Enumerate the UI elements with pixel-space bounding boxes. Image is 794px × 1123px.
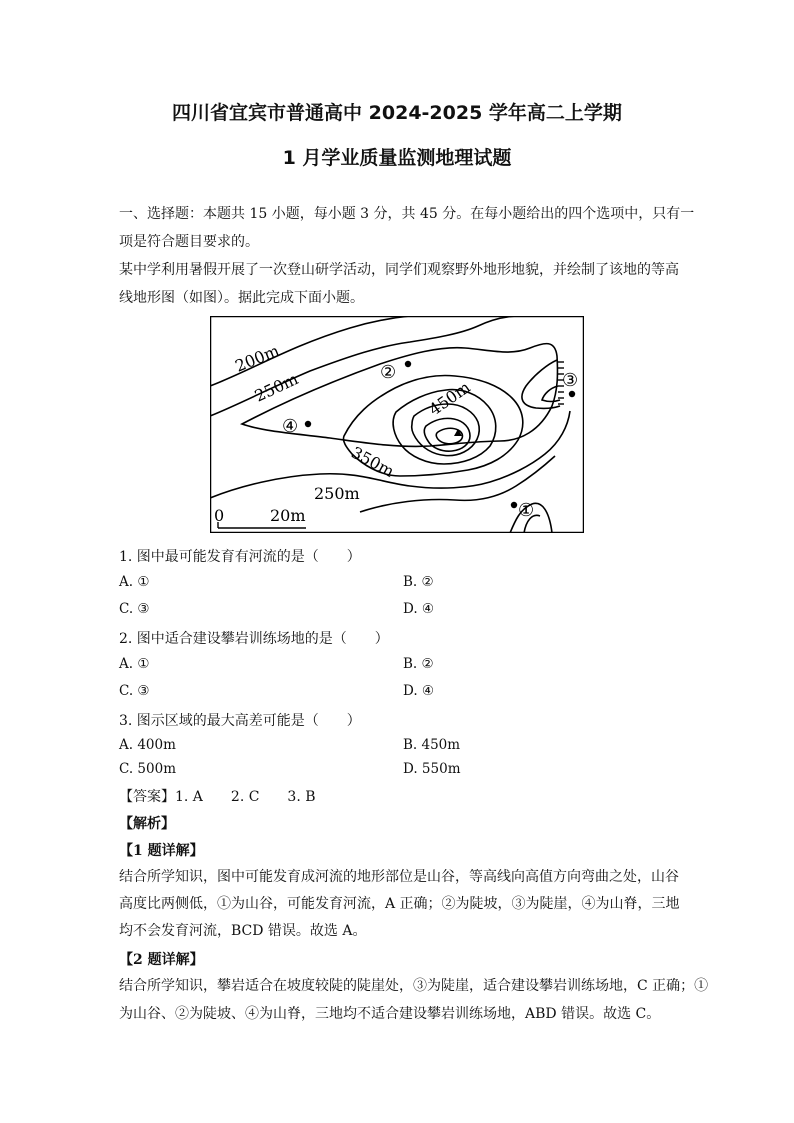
label-250m-upper: 250m [251, 369, 302, 406]
question-1-option-b[interactable]: B. ② [403, 574, 434, 590]
label-200m: 200m [232, 340, 282, 376]
detail-2-line-2: 为山谷、②为陡坡、④为山脊，三地均不适合建设攀岩训练场地，ABD 错误。故选 C。 [119, 1006, 661, 1022]
question-3-option-a[interactable]: A. 400m [119, 737, 176, 753]
question-2-option-d[interactable]: D. ④ [403, 683, 435, 699]
point-3-label: ③ [562, 370, 579, 391]
point-2-label: ② [380, 362, 397, 383]
point-2-dot [405, 361, 411, 367]
question-2-stem: 2. 图中适合建设攀岩训练场地的是（ ） [119, 631, 389, 647]
question-2-option-c[interactable]: C. ③ [119, 683, 150, 699]
scale-zero-label: 0 [214, 506, 225, 525]
point-1-label: ① [518, 500, 535, 521]
detail-2-line-1: 结合所学知识，攀岩适合在坡度较陡的陡崖处，③为陡崖，适合建设攀岩训练场地，C 正确；① [119, 978, 709, 994]
detail-2-header: 【2 题详解】 [119, 952, 204, 968]
analysis-label: 【解析】 [119, 816, 175, 832]
question-3-option-b[interactable]: B. 450m [403, 737, 461, 753]
detail-1-line-1: 结合所学知识，图中可能发育成河流的地形部位是山谷，等高线向高值方向弯曲之处，山谷 [119, 869, 679, 885]
point-3-dot [569, 391, 575, 397]
detail-1-line-2: 高度比两侧低，①为山谷，可能发育河流，A 正确；②为陡坡，③为陡崖，④为山脊，三地 [119, 896, 680, 912]
doc-title-line1: 四川省宜宾市普通高中 2024-2025 学年高二上学期 [172, 102, 622, 124]
question-2-option-b[interactable]: B. ② [403, 656, 434, 672]
point-4-dot [305, 421, 311, 427]
question-3-option-d[interactable]: D. 550m [403, 761, 461, 777]
question-2-option-a[interactable]: A. ① [119, 656, 150, 672]
question-3-stem: 3. 图示区域的最大高差可能是（ ） [119, 713, 361, 729]
contour-map [210, 316, 584, 533]
detail-1-line-3: 均不会发育河流，BCD 错误。故选 A。 [119, 923, 367, 939]
answer-line: 【答案】1. A 2. C 3. B [119, 789, 316, 805]
question-1-option-d[interactable]: D. ④ [403, 601, 435, 617]
question-1-option-a[interactable]: A. ① [119, 574, 150, 590]
scale-value-label: 20m [270, 506, 306, 525]
intro-line-1: 一、选择题：本题共 15 小题，每小题 3 分，共 45 分。在每小题给出的四个选项中，只有一 [119, 206, 695, 222]
intro-line-3: 某中学利用暑假开展了一次登山研学活动，同学们观察野外地形地貌，并绘制了该地的等高 [119, 262, 679, 278]
detail-1-header: 【1 题详解】 [119, 843, 204, 859]
label-250m-lower: 250m [314, 484, 360, 503]
intro-line-2: 项是符合题目要求的。 [119, 234, 259, 250]
question-1-option-c[interactable]: C. ③ [119, 601, 150, 617]
intro-line-4: 线地形图（如图）。据此完成下面小题。 [119, 290, 364, 306]
label-350m: 350m [348, 442, 398, 481]
doc-title-line2: 1 月学业质量监测地理试题 [282, 147, 512, 169]
label-450m: 450m [425, 377, 474, 420]
question-1-stem: 1. 图中最可能发育有河流的是（ ） [119, 549, 361, 565]
point-1-dot [511, 502, 517, 508]
point-4-label: ④ [282, 416, 299, 437]
question-3-option-c[interactable]: C. 500m [119, 761, 176, 777]
